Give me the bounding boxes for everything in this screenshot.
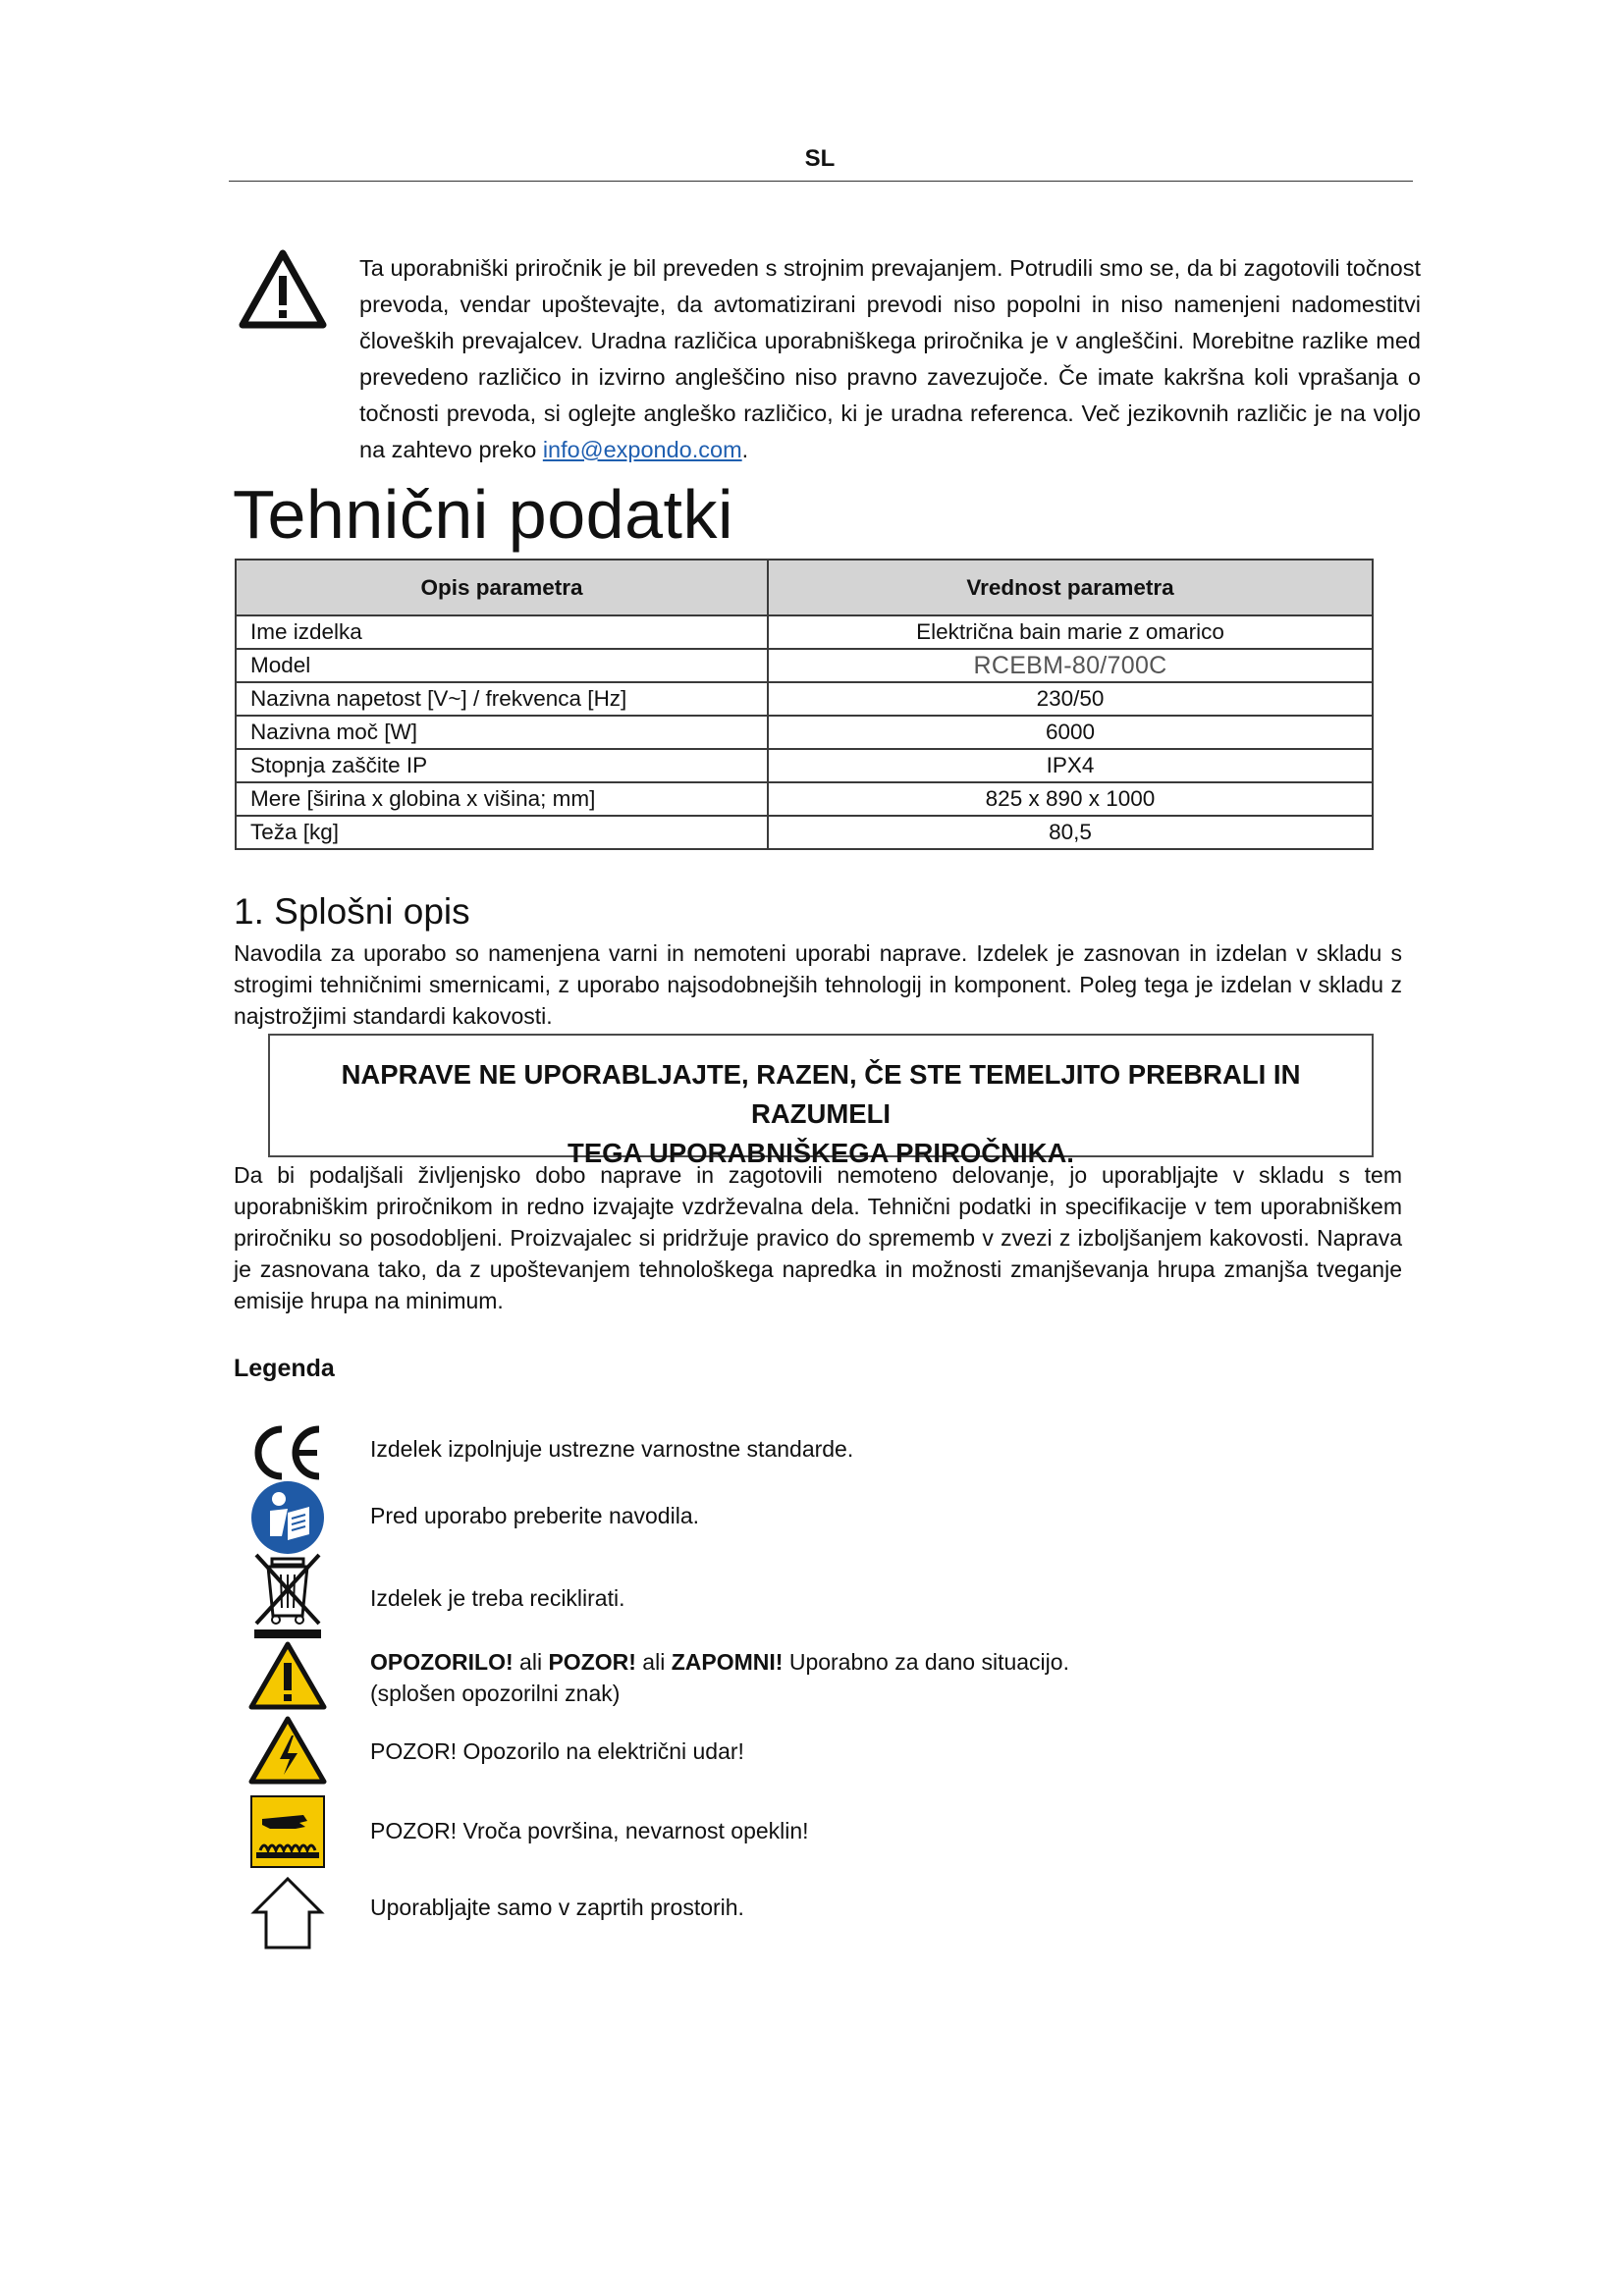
warning-triangle-icon <box>248 1641 327 1710</box>
translation-notice <box>359 250 1421 468</box>
separator-text: ali <box>513 1649 549 1675</box>
separator-text: ali <box>635 1649 672 1675</box>
legend-text: POZOR! Vroča površina, nevarnost opeklin! <box>370 1818 809 1843</box>
recycle-bin-icon <box>248 1551 327 1641</box>
legend-text-warning <box>370 1646 1069 1709</box>
read-manual-warning-box <box>268 1034 1374 1168</box>
param-name: Stopnja zaščite IP <box>236 749 768 782</box>
warning-box-line: NAPRAVE NE UPORABLJAJTE, RAZEN, ČE STE TEMELJITO PREBRALI IN RAZUMELI <box>341 1059 1301 1129</box>
maintenance-paragraph: Da bi podaljšali življenjsko dobo naprave in zagotovili nemoteno delovanje, jo uporabljajte v skladu s tem uporabniškim priročnikom in redno izvajajte vzdrževalna dela. Tehnični podatki in specifikacije v tem uporabniškem priročniku so posodobljeni. Proizvajalec si pridržuje pravico do sprememb v zvezi z izboljšanjem kakovosti. Naprava je zasnovana tako, da z upoštevanjem tehnološkega napredka in možnosti zmanjševanja hrupa zmanjša tveganje emisije hrupa na minimum. <box>234 1162 1402 1313</box>
legend-title: Legenda <box>234 1355 335 1382</box>
table-row <box>236 615 1373 649</box>
param-name: Nazivna napetost [V~] / frekvenca [Hz] <box>236 682 768 716</box>
legend-text: POZOR! Opozorilo na električni udar! <box>370 1738 744 1764</box>
table-row <box>236 716 1373 749</box>
hot-surface-icon <box>248 1793 327 1870</box>
param-value: RCEBM-80/700C <box>768 649 1373 682</box>
language-code: SL <box>804 145 836 172</box>
notice-text: Ta uporabniški priročnik je bil preveden s strojnim prevajanjem. Potrudili smo se, da bi zagotovili točnost prevoda, vendar upoštevajte, da avtomatizirani prevodi niso popolni in niso namenjeni nadomestitvi človeških prevajalcev. Uradna različica uporabniškega priročnika je v angleščini. Morebitne razlike med prevedeno različico in izvirno angleščino niso pravno zavezujoče. Če imate kakršna koli vprašanja o točnosti prevoda, si oglejte angleško različico, ki je uradna referenca. Več jezikovnih različic je na voljo na zahtevo preko <box>359 255 1421 462</box>
pozor-word: POZOR! <box>548 1649 636 1675</box>
intro-paragraph: Navodila za uporabo so namenjena varni in nemoteni uporabi naprave. Izdelek je zasnovan in izdelan v skladu s strogimi tehničnimi smernicami, z uporabo najsodobnejših tehnologij in komponent. Poleg tega je izdelan v skladu z najstrožjimi standardi kakovosti. <box>234 940 1402 1029</box>
table-row <box>236 816 1373 849</box>
param-value: 825 x 890 x 1000 <box>768 782 1373 816</box>
table-row <box>236 649 1373 682</box>
param-name: Mere [širina x globina x višina; mm] <box>236 782 768 816</box>
legend-warning-line <box>370 1646 1069 1678</box>
warning-box-line: TEGA UPORABNIŠKEGA PRIROČNIKA. <box>568 1138 1074 1168</box>
table-row <box>236 682 1373 716</box>
legend-text: Uporabljajte samo v zaprtih prostorih. <box>370 1895 744 1920</box>
param-value: 6000 <box>768 716 1373 749</box>
page-title: Tehnični podatki <box>233 476 733 553</box>
param-value: 230/50 <box>768 682 1373 716</box>
email-link[interactable]: info@expondo.com <box>542 437 742 462</box>
header-divider <box>229 181 1413 182</box>
column-header: Opis parametra <box>236 560 768 615</box>
warning-triangle-icon <box>239 248 327 331</box>
warning-description: Uporabno za dano situacijo. <box>783 1649 1069 1675</box>
column-header: Vrednost parametra <box>768 560 1373 615</box>
zapomni-word: ZAPOMNI! <box>671 1649 784 1675</box>
param-name: Ime izdelka <box>236 615 768 649</box>
param-value: 80,5 <box>768 816 1373 849</box>
read-manual-icon <box>248 1479 327 1556</box>
param-name: Nazivna moč [W] <box>236 716 768 749</box>
param-value: Električna bain marie z omarico <box>768 615 1373 649</box>
table-row <box>236 749 1373 782</box>
opozorilo-word: OPOZORILO! <box>370 1649 514 1675</box>
legend-warning-subline: (splošen opozorilni znak) <box>370 1681 621 1706</box>
legend-text: Izdelek izpolnjuje ustrezne varnostne standarde. <box>370 1436 854 1462</box>
section-heading: 1. Splošni opis <box>234 891 470 932</box>
legend-text: Pred uporabo preberite navodila. <box>370 1503 700 1528</box>
notice-end: . <box>741 437 749 462</box>
indoor-use-icon <box>248 1873 327 1951</box>
table-header-row <box>236 560 1373 615</box>
legend-text: Izdelek je treba reciklirati. <box>370 1585 625 1611</box>
spec-table <box>235 559 1374 850</box>
electric-shock-icon <box>248 1716 327 1785</box>
param-name: Model <box>236 649 768 682</box>
param-value: IPX4 <box>768 749 1373 782</box>
ce-mark-icon <box>248 1421 327 1484</box>
table-row <box>236 782 1373 816</box>
param-name: Teža [kg] <box>236 816 768 849</box>
